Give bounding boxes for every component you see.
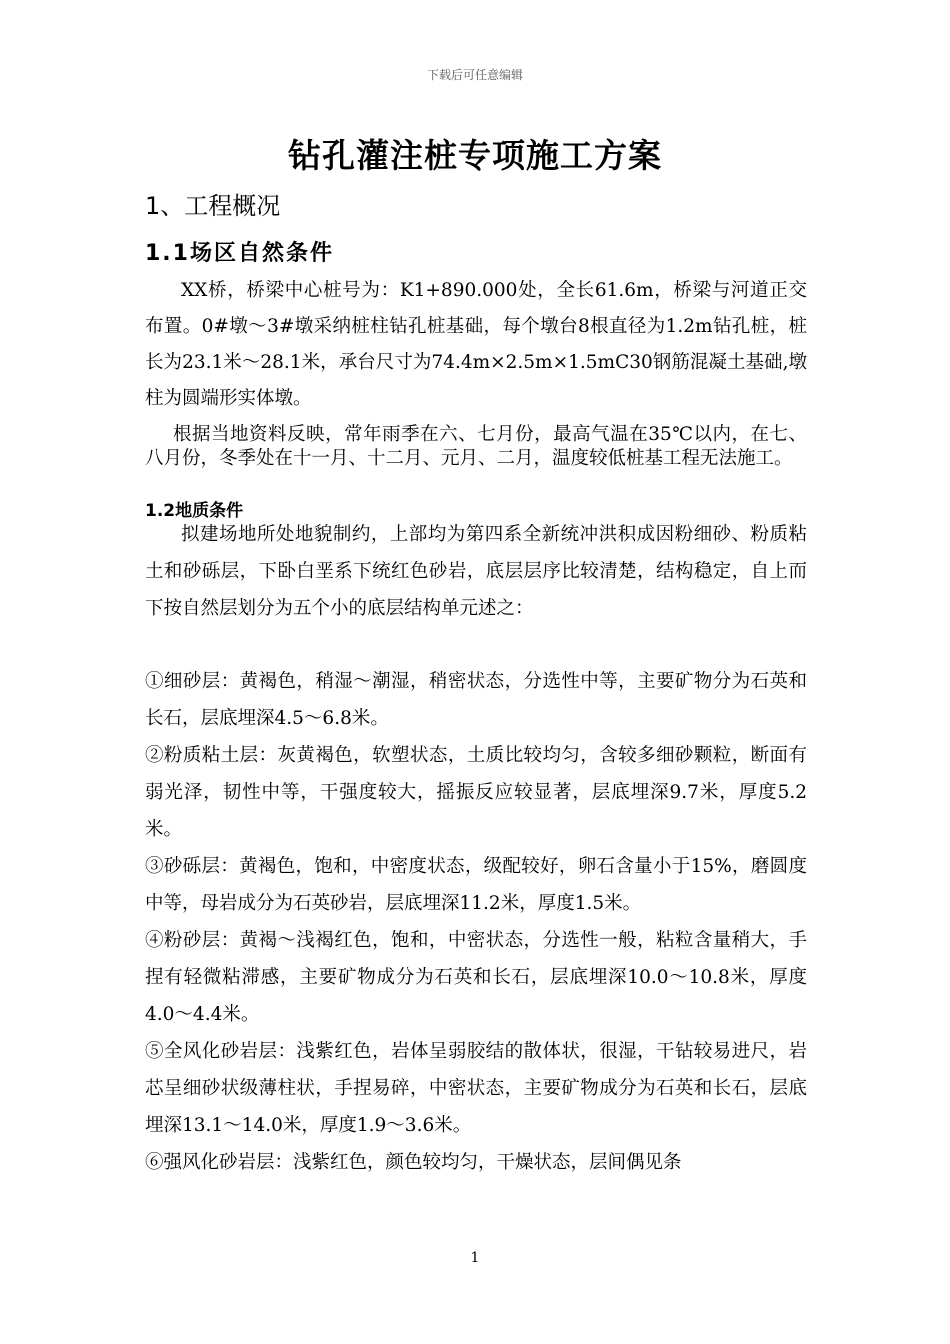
document-title: 钻孔灌注桩专项施工方案 — [288, 136, 662, 175]
list-item: ①细砂层：黄褐色，稍湿～潮湿，稍密状态，分选性中等，主要矿物分为石英和长石，层底埋深4.5～6.8米。 — [145, 671, 807, 729]
section-heading-1-1: 1.1场区自然条件 — [145, 241, 334, 266]
list-item: ⑥强风化砂岩层：浅紫红色，颜色较均匀，干燥状态，层间偶见条 — [145, 1152, 682, 1173]
paragraph-climate: 根据当地资料反映，常年雨季在六、七月份，最高气温在35℃以内，在七、八月份，冬季处在十一月、十二月、元月、二月，温度较低桩基工程无法施工。 — [145, 424, 807, 469]
geology-layer-list — [145, 663, 807, 1181]
list-item: ③砂砾层：黄褐色，饱和，中密度状态，级配较好，卵石含量小于15%，磨圆度中等，母岩成分为石英砂岩，层底埋深11.2米，厚度1.5米。 — [145, 856, 807, 914]
page-header: 下载后可任意编辑 — [426, 68, 523, 82]
page-number: 1 — [470, 1250, 480, 1266]
section-heading-1: 1、工程概况 — [145, 192, 281, 220]
section-heading-1-2: 1.2地质条件 — [145, 501, 244, 521]
paragraph-geology-intro: 拟建场地所处地貌制约，上部均为第四系全新统冲洪积成因粉细砂、粉质粘土和砂砾层，下卧白垩系下统红色砂岩，底层层序比较清楚，结构稳定，自上而下按自然层划分为五个小的底层结构单元述之： — [145, 524, 807, 619]
list-item: ④粉砂层：黄褐～浅褐红色，饱和，中密状态，分选性一般，粘粒含量稍大，手捏有轻微粘滞感，主要矿物成分为石英和长石，层底埋深10.0～10.8米，厚度4.0～4.4米。 — [145, 930, 807, 1025]
list-item: ②粉质粘土层：灰黄褐色，软塑状态，土质比较均匀，含较多细砂颗粒，断面有弱光泽，韧性中等，干强度较大，摇振反应较显著，层底埋深9.7米，厚度5.2米。 — [145, 745, 807, 840]
list-item: ⑤全风化砂岩层：浅紫红色，岩体呈弱胶结的散体状，很湿，干钻较易进尺，岩芯呈细砂状级薄柱状，手捏易碎，中密状态，主要矿物成分为石英和长石，层底埋深13.1～14.0米，厚度1.9～3.6米。 — [145, 1041, 807, 1136]
paragraph-bridge-overview: XX桥，桥梁中心桩号为：K1+890.000处，全长61.6m，桥梁与河道正交布置。0#墩～3#墩采纳桩柱钻孔桩基础，每个墩台8根直径为1.2m钻孔桩，桩长为23.1米～28.1米，承台尺寸为74.4m×2.5m×1.5mC30钢筋混凝土基础,墩柱为圆端形实体墩。 — [145, 280, 807, 409]
